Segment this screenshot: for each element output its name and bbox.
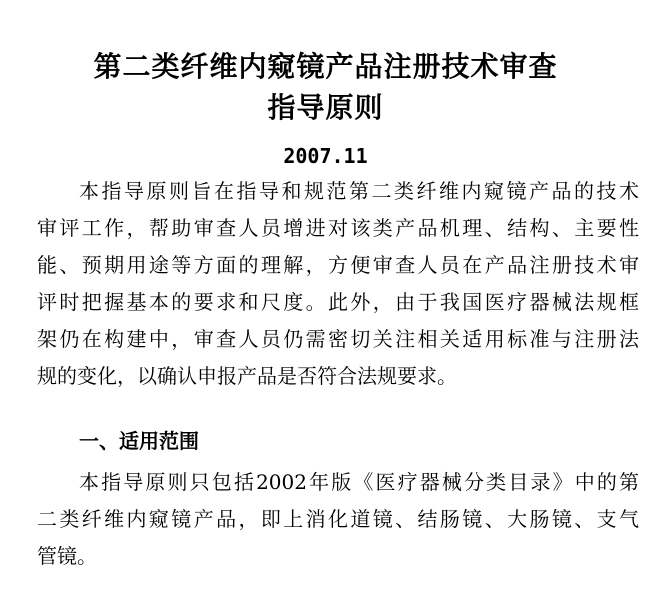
intro-line: 能、预期用途等方面的理解，方便审查人员在产品注册技术审 xyxy=(37,253,639,277)
intro-line: 本指导原则旨在指导和规范第二类纤维内窥镜产品的技术 xyxy=(79,179,639,203)
intro-line: 评时把握基本的要求和尺度。此外，由于我国医疗器械法规框 xyxy=(37,290,639,314)
scope-line: 管镜。 xyxy=(37,544,97,568)
intro-line: 规的变化，以确认申报产品是否符合法规要求。 xyxy=(37,364,457,388)
intro-line: 架仍在构建中，审查人员仍需密切关注相关适用标准与注册法 xyxy=(37,327,639,351)
intro-paragraph xyxy=(37,173,639,395)
section-heading-scope: 一、适用范围 xyxy=(79,429,199,453)
intro-line: 审评工作，帮助审查人员增进对该类产品机理、结构、主要性 xyxy=(37,216,639,240)
scope-line: 二类纤维内窥镜产品，即上消化道镜、结肠镜、大肠镜、支气 xyxy=(37,507,639,531)
document-title-line-1: 第二类纤维内窥镜产品注册技术审查 xyxy=(93,50,558,83)
document-title-line-2: 指导原则 xyxy=(267,91,384,124)
scope-line: 本指导原则只包括2002年版《医疗器械分类目录》中的第 xyxy=(79,470,639,494)
scope-paragraph xyxy=(37,464,639,575)
document-date: 2007.11 xyxy=(283,144,368,168)
